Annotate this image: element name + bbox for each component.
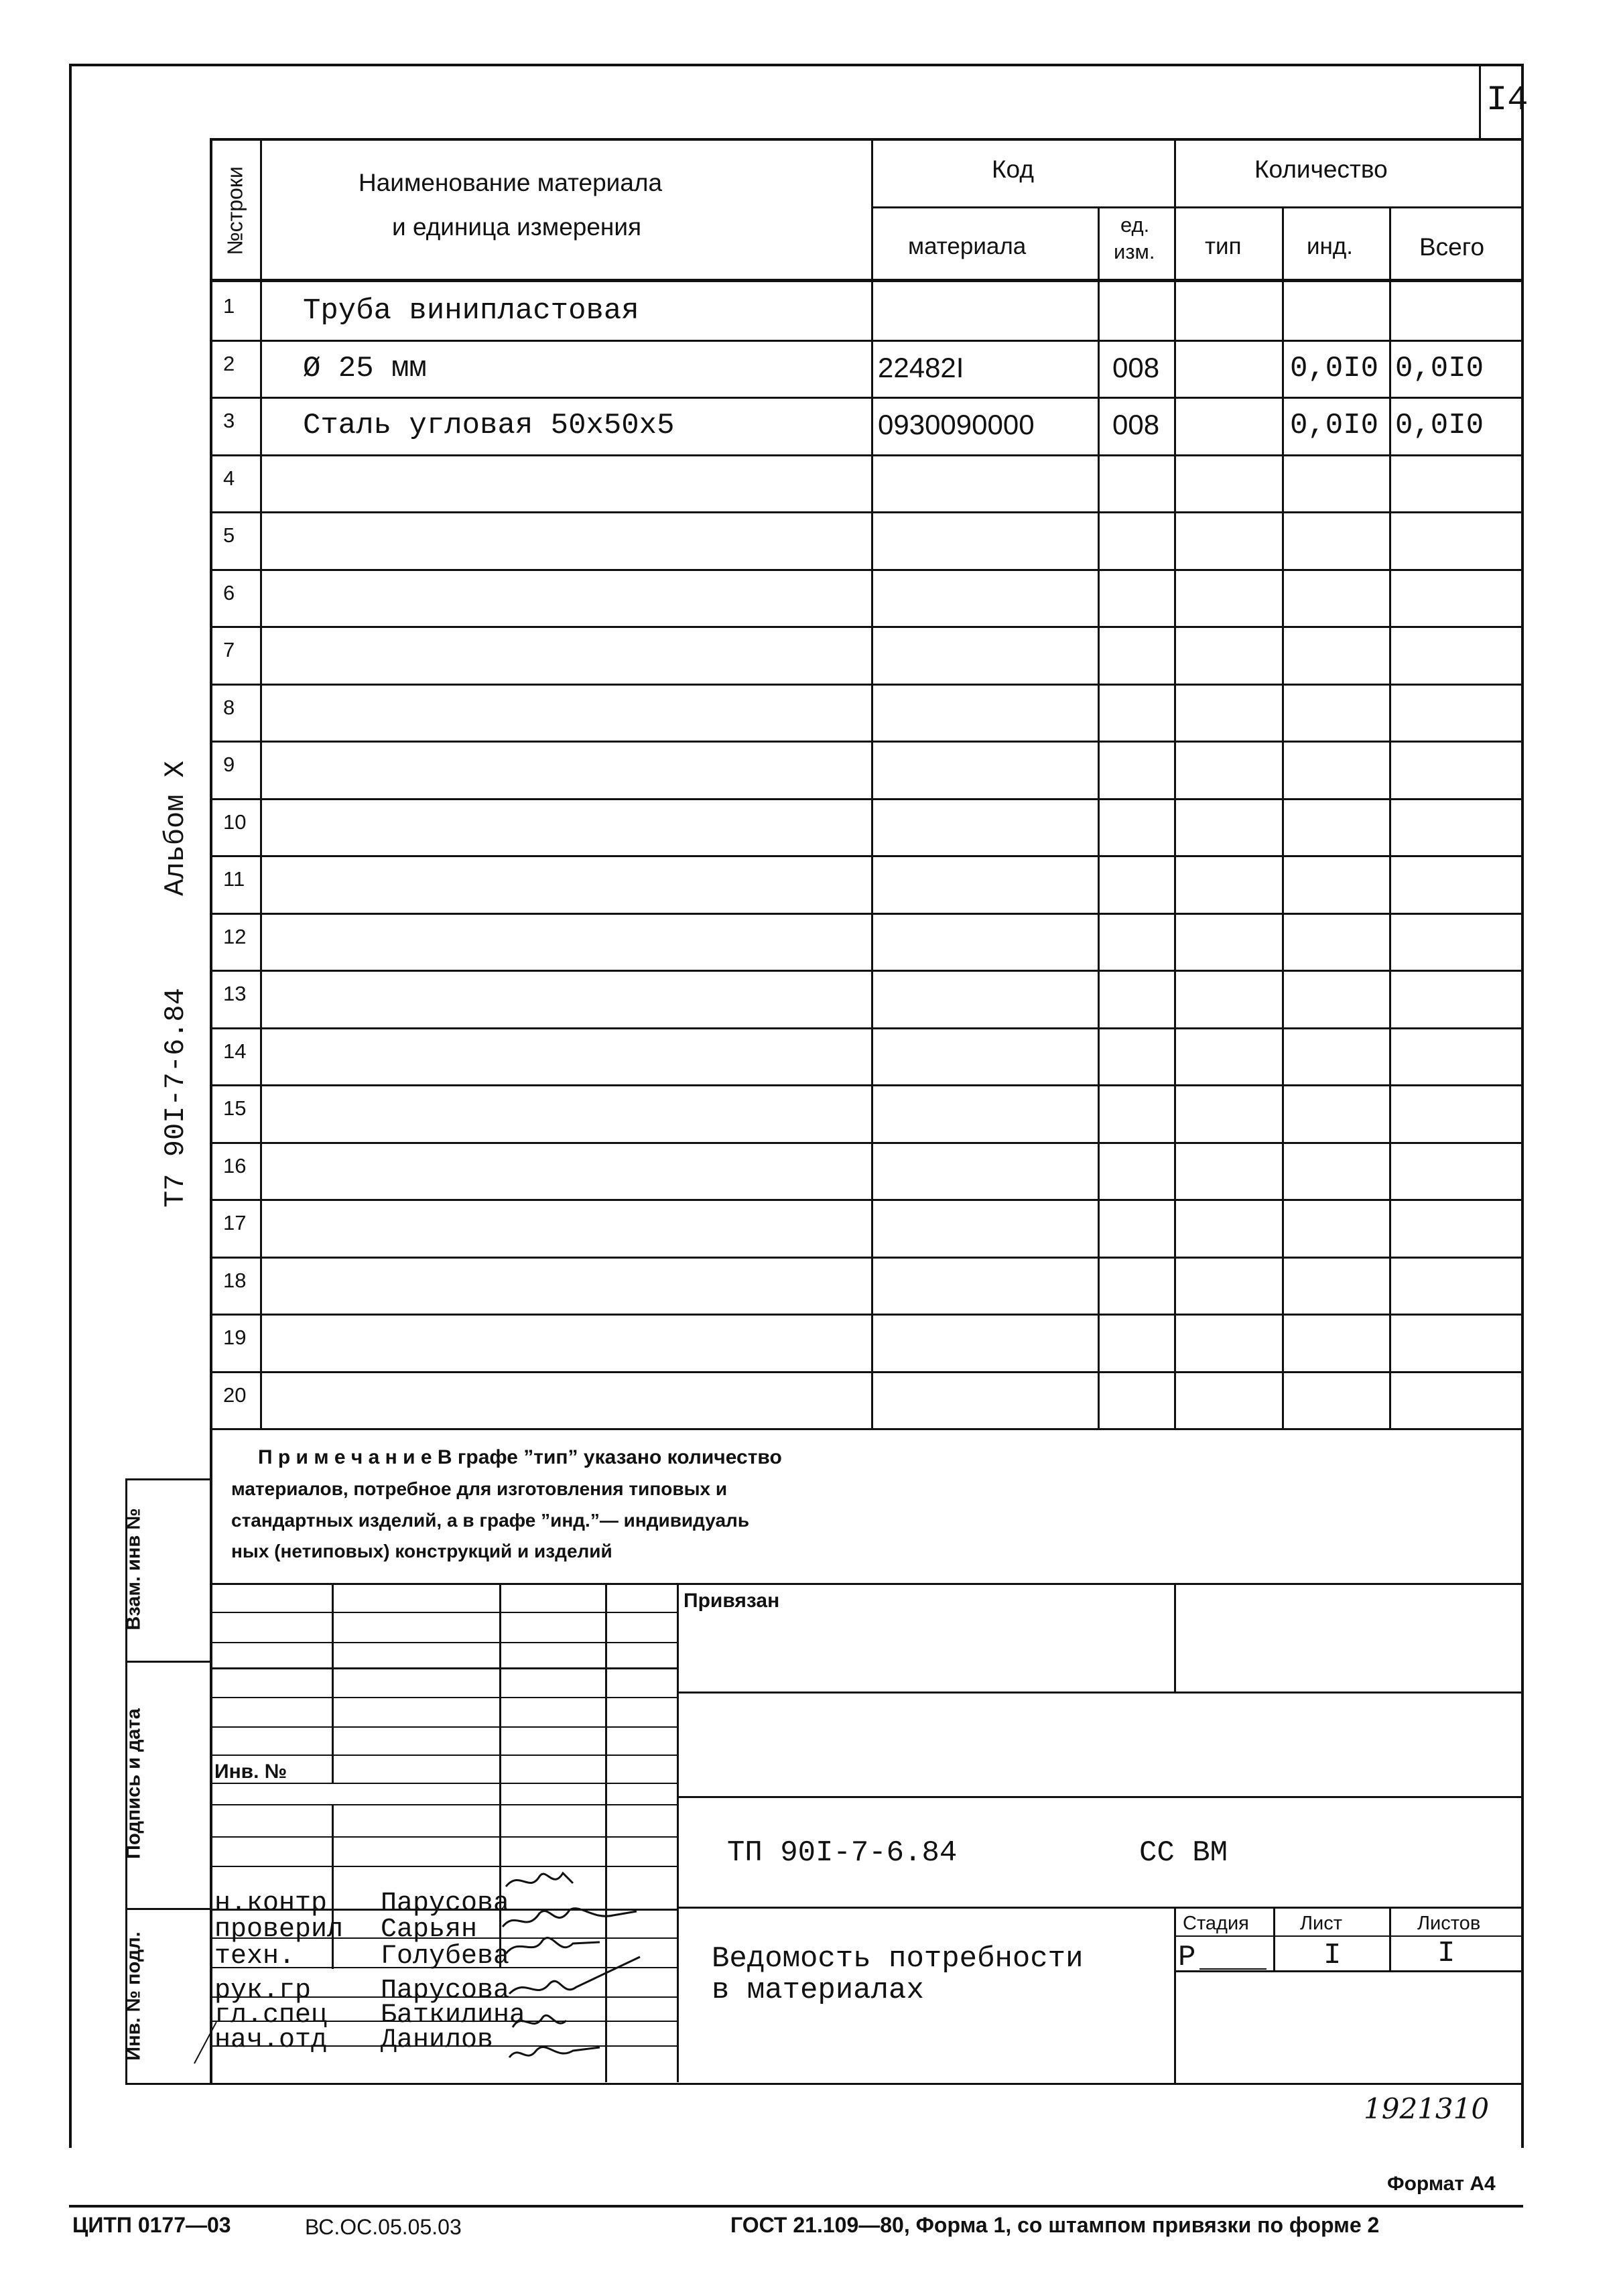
frame-top	[69, 64, 1523, 66]
row-number: 18	[223, 1269, 247, 1292]
footer-right: ГОСТ 21.109—80, Форма 1, со штампом привязки по форме 2	[730, 2213, 1380, 2237]
stamp-stage-value-line	[1174, 1970, 1523, 1972]
signer-role: проверил	[214, 1915, 344, 1945]
sheet-label: Лист	[1300, 1913, 1343, 1934]
row-number: 11	[223, 867, 245, 891]
note-line3: стандартных изделий, а в графе ”инд.”— индивидуаль	[231, 1510, 750, 1531]
row-number: 17	[223, 1211, 247, 1234]
inv-no-label: Инв. №	[214, 1761, 287, 1783]
stage-underline	[1199, 1968, 1267, 1970]
privyazan-label: Привязан	[684, 1590, 780, 1612]
row-number: 10	[223, 810, 247, 834]
row-divider	[210, 569, 1523, 571]
row-ind: 0,0I0	[1290, 352, 1379, 385]
table-left-border	[210, 138, 212, 2085]
signer-role: н.контр	[214, 1889, 328, 1919]
row-divider	[210, 684, 1523, 686]
row-number: 2	[223, 352, 235, 375]
row-number: 3	[223, 409, 235, 432]
row-number: 7	[223, 638, 235, 661]
col-line-no	[260, 138, 262, 1430]
note-line4: ных (нетиповых) конструкций и изделий	[231, 1541, 612, 1561]
row-divider	[210, 913, 1523, 915]
stamp-title-right	[1174, 1907, 1176, 2083]
row-divider	[210, 1142, 1523, 1144]
signature-scribbles	[503, 1873, 640, 2057]
frame-left	[69, 64, 72, 2148]
signer-name: Голубева	[381, 1941, 510, 1972]
row-code: 0930090000	[878, 409, 1035, 440]
rows-bottom-line	[210, 1428, 1523, 1430]
col-line-code	[1098, 206, 1100, 1430]
header-code: Код	[992, 155, 1034, 183]
stamp-grid-h6	[210, 1755, 679, 1756]
stamp-grid-v4	[677, 1583, 679, 2082]
row-divider	[210, 1257, 1523, 1259]
row-number: 1	[223, 294, 235, 318]
stamp-grid-h4	[210, 1697, 679, 1698]
inventory-number-handwritten: 1921310	[1364, 2092, 1490, 2125]
header-subline	[871, 206, 1523, 208]
note-line1	[258, 1446, 782, 1469]
frame-right	[1521, 64, 1524, 2148]
signer-role: рук.гр	[214, 1976, 312, 2006]
stamp-top	[210, 1583, 1523, 1585]
row-number: 14	[223, 1039, 247, 1063]
doc-mark: СС ВМ	[1139, 1836, 1228, 1870]
table-top	[210, 138, 1523, 141]
stamp-doccode-bottom	[677, 1907, 1523, 1909]
col-line-ind	[1389, 206, 1391, 1430]
row-code: 22482I	[878, 352, 964, 383]
row-unit: 008	[1112, 409, 1160, 440]
row-divider	[210, 340, 1523, 342]
header-bottom-line	[210, 279, 1523, 282]
inv-podl-label: Инв. № подл.	[123, 1931, 145, 2061]
row-name: Ø 25 мм	[303, 352, 427, 385]
stamp-privyazan-right	[1174, 1583, 1176, 1694]
stamp-doccode-top	[677, 1796, 1523, 1798]
stamp-grid-h1	[210, 1612, 679, 1613]
row-divider	[210, 1084, 1523, 1086]
stamp-slant	[194, 2022, 217, 2064]
row-total: 0,0I0	[1395, 409, 1484, 442]
format-label: Формат А4	[1387, 2173, 1496, 2195]
note-line1-rest: В графе ”тип” указано количество	[432, 1446, 782, 1468]
row-number: 13	[223, 982, 247, 1005]
row-divider	[210, 397, 1523, 399]
sheet-value: I	[1323, 1939, 1342, 1972]
row-total: 0,0I0	[1395, 352, 1484, 385]
sheet-number-box-line	[1479, 66, 1481, 140]
stamp-stage-v1	[1273, 1907, 1275, 1971]
col-line-name	[871, 138, 873, 1430]
frame-bottom	[69, 2205, 1523, 2208]
signer-name: Парусова	[381, 1889, 510, 1919]
row-number: 9	[223, 753, 235, 776]
row-unit: 008	[1112, 352, 1160, 383]
signer-name: Парусова	[381, 1976, 510, 2006]
sheet-number: I4	[1486, 80, 1529, 120]
sheets-value: I	[1437, 1937, 1455, 1970]
row-divider	[210, 1371, 1523, 1373]
stamp-bottom	[210, 2083, 1523, 2085]
row-divider	[210, 1314, 1523, 1316]
row-divider	[210, 454, 1523, 456]
stamp-privyazan-bottom	[677, 1692, 1523, 1694]
signer-name: Данилов	[381, 2025, 494, 2055]
row-name: Труба винипластовая	[303, 294, 639, 328]
row-divider	[210, 511, 1523, 513]
footer-mid: ВС.ОС.05.05.03	[305, 2215, 462, 2239]
signer-role: гл.спец	[214, 2000, 328, 2031]
side-album-label: Альбом X	[159, 761, 192, 896]
row-number: 8	[223, 696, 235, 719]
stamp-grid-h9	[210, 1836, 679, 1838]
header-name-line2: и единица измерения	[392, 213, 642, 241]
row-number: 16	[223, 1154, 247, 1177]
row-number: 20	[223, 1383, 247, 1407]
podpis-data-label: Подпись и дата	[123, 1708, 145, 1859]
doc-code: ТП 90I-7-6.84	[727, 1836, 958, 1870]
row-number: 6	[223, 581, 235, 604]
row-number: 5	[223, 523, 235, 547]
left-strip-div1	[125, 1661, 212, 1663]
row-number: 19	[223, 1326, 247, 1349]
header-type: тип	[1205, 233, 1242, 259]
doc-title-line2: в материалах	[712, 1974, 924, 2007]
header-unit-l1: ед.	[1120, 213, 1150, 237]
header-name-line1: Наименование материала	[359, 169, 663, 196]
row-divider	[210, 855, 1523, 857]
footer-left: ЦИТП 0177—03	[72, 2213, 231, 2237]
sheets-label: Листов	[1417, 1913, 1481, 1934]
stamp-grid-h8	[210, 1804, 679, 1805]
stamp-stage-header-line	[1174, 1935, 1523, 1937]
row-divider	[210, 1027, 1523, 1029]
header-material: материала	[908, 233, 1027, 259]
left-strip-top	[125, 1478, 212, 1480]
side-code-label: Т7 90I-7-6.84	[159, 988, 192, 1208]
row-divider	[210, 741, 1523, 743]
row-divider	[210, 626, 1523, 628]
row-number: 12	[223, 925, 247, 948]
header-unit-l2: изм.	[1114, 240, 1155, 263]
stage-label: Стадия	[1183, 1913, 1249, 1934]
row-ind: 0,0I0	[1290, 409, 1379, 442]
row-name: Сталь угловая 50х50х5	[303, 409, 675, 442]
row-divider	[210, 1199, 1523, 1201]
col-line-unit	[1174, 138, 1176, 1430]
col-line-type	[1282, 206, 1284, 1430]
signer-role: техн.	[214, 1941, 296, 1972]
stamp-stage-v2	[1389, 1907, 1391, 1971]
signatures-svg	[499, 1856, 647, 2078]
stamp-grid-h5	[210, 1726, 679, 1728]
stage-value: Р	[1178, 1941, 1196, 1974]
header-total: Всего	[1419, 233, 1485, 261]
note-line2: материалов, потребное для изготовления типовых и	[231, 1478, 728, 1499]
stamp-grid-h3	[210, 1667, 679, 1669]
signer-name: Баткилина	[381, 2000, 526, 2031]
left-strip-bottom	[125, 2083, 212, 2085]
vzam-inv-label: Взам. инв №	[123, 1508, 145, 1631]
signer-role: нач.отд	[214, 2025, 328, 2055]
row-number: 15	[223, 1096, 247, 1120]
header-row-no: №строки	[222, 166, 247, 255]
header-qty: Количество	[1254, 155, 1388, 183]
header-ind: инд.	[1307, 233, 1354, 259]
row-number: 4	[223, 466, 235, 490]
row-divider	[210, 970, 1523, 972]
left-strip-div2	[125, 1908, 212, 1910]
row-divider	[210, 798, 1523, 800]
note-prefix: П р и м е ч а н и е	[258, 1446, 432, 1468]
signer-name: Сарьян	[381, 1915, 478, 1945]
stamp-grid-h2	[210, 1642, 679, 1643]
doc-title-line1: Ведомость потребности	[712, 1942, 1084, 1976]
